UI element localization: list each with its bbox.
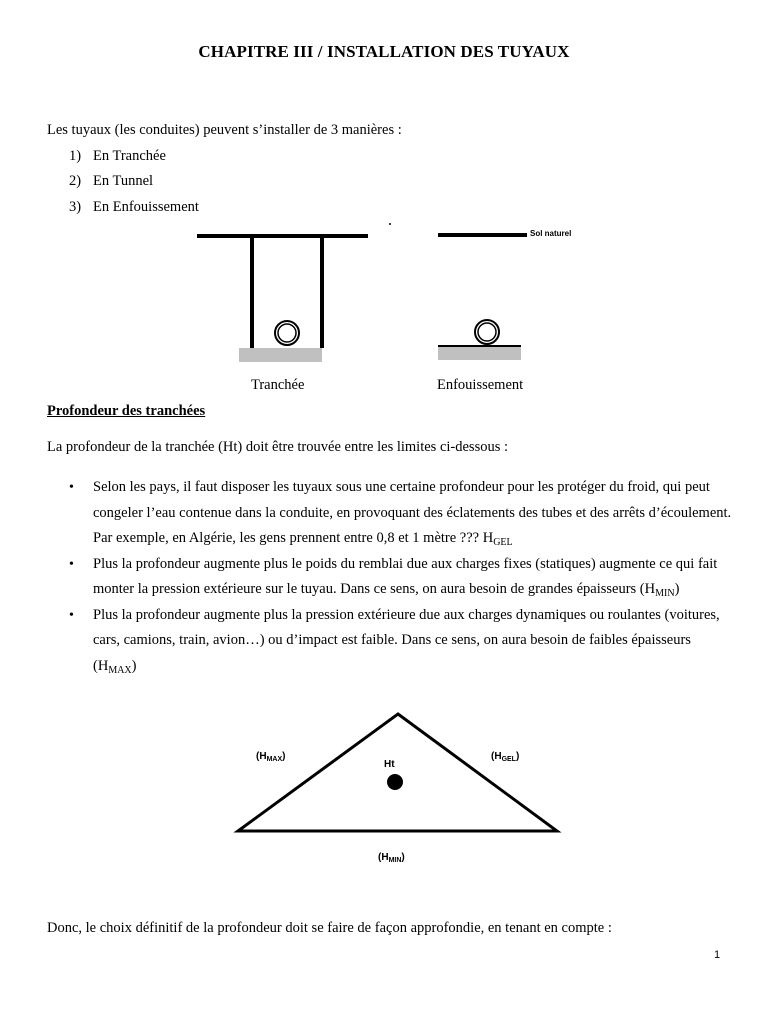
method-label: En Enfouissement xyxy=(93,199,199,215)
method-item xyxy=(69,199,199,216)
bullet-subscript: GEL xyxy=(493,537,513,548)
triangle-shape xyxy=(238,714,557,831)
bullet-subscript: MAX xyxy=(108,664,132,676)
trench-caption: Tranchée xyxy=(251,377,305,393)
hgel-label: $(H_{GEL})$ xyxy=(491,751,520,763)
bullet-item xyxy=(66,603,736,680)
method-number: 1) xyxy=(69,148,82,164)
burial-illustration xyxy=(438,235,527,360)
bullet-item xyxy=(66,552,736,603)
bullet-list xyxy=(66,475,736,679)
ground-label: Sol naturel xyxy=(530,229,572,238)
bullet-text: Plus la profondeur augmente plus la pression extérieure due aux charges dynamiques ou roulantes (voitures, cars, camions, train, avion…) ou d’impact est faible. Dans ce sens, on aura besoin de faibles épaisseurs (H xyxy=(93,606,720,674)
trench-illustration xyxy=(197,223,391,362)
ht-point xyxy=(387,774,403,790)
page-number: 1 xyxy=(714,949,721,961)
method-item xyxy=(69,173,153,190)
bullet-text: Selon les pays, il faut disposer les tuyaux sous une certaine profondeur pour les protéger du froid, qui peut congeler l’eau contenue dans la conduite, en provoquant des éclatements des tubes et des arrêts d’écoulement. Par exemple, en Algérie, les gens prennent entre 0,8 et 1 mètre ??? H xyxy=(93,479,732,546)
ht-label: Ht xyxy=(384,759,395,770)
bullet-tail: ) xyxy=(674,581,680,597)
bullet-tail: ) xyxy=(131,657,137,674)
hmin-label: $(H_{MIN})$ xyxy=(378,852,405,864)
page-title: CHAPITRE III / INSTALLATION DES TUYAUX xyxy=(198,42,570,61)
section-heading: Profondeur des tranchées xyxy=(47,403,206,419)
installation-figure xyxy=(0,215,768,375)
method-item xyxy=(69,148,166,165)
conclusion-text: Donc, le choix définitif de la profondeur doit se faire de façon approfondie, en tenant en compte : xyxy=(47,920,612,936)
bullet-subscript: MIN xyxy=(655,588,675,599)
method-label: En Tunnel xyxy=(93,173,154,189)
hmax-label: $(H_{MAX})$ xyxy=(256,751,286,763)
burial-caption: Enfouissement xyxy=(437,377,524,393)
intro-text: Les tuyaux (les conduites) peuvent s’installer de 3 manières : xyxy=(47,122,402,138)
bullet-item xyxy=(66,475,736,552)
method-number: 3) xyxy=(69,199,82,215)
depth-triangle-diagram xyxy=(0,700,768,850)
method-label: En Tranchée xyxy=(93,148,166,164)
method-number: 2) xyxy=(69,173,82,189)
section-intro: La profondeur de la tranchée (Ht) doit être trouvée entre les limites ci-dessous : xyxy=(47,439,509,455)
bullet-text: Plus la profondeur augmente plus le poids du remblai due aux charges fixes (statiques) augmente ce qui fait monter la pression extérieure sur le tuyau. Dans ce sens, on aura besoin de grandes épaisseurs (H xyxy=(93,555,718,597)
